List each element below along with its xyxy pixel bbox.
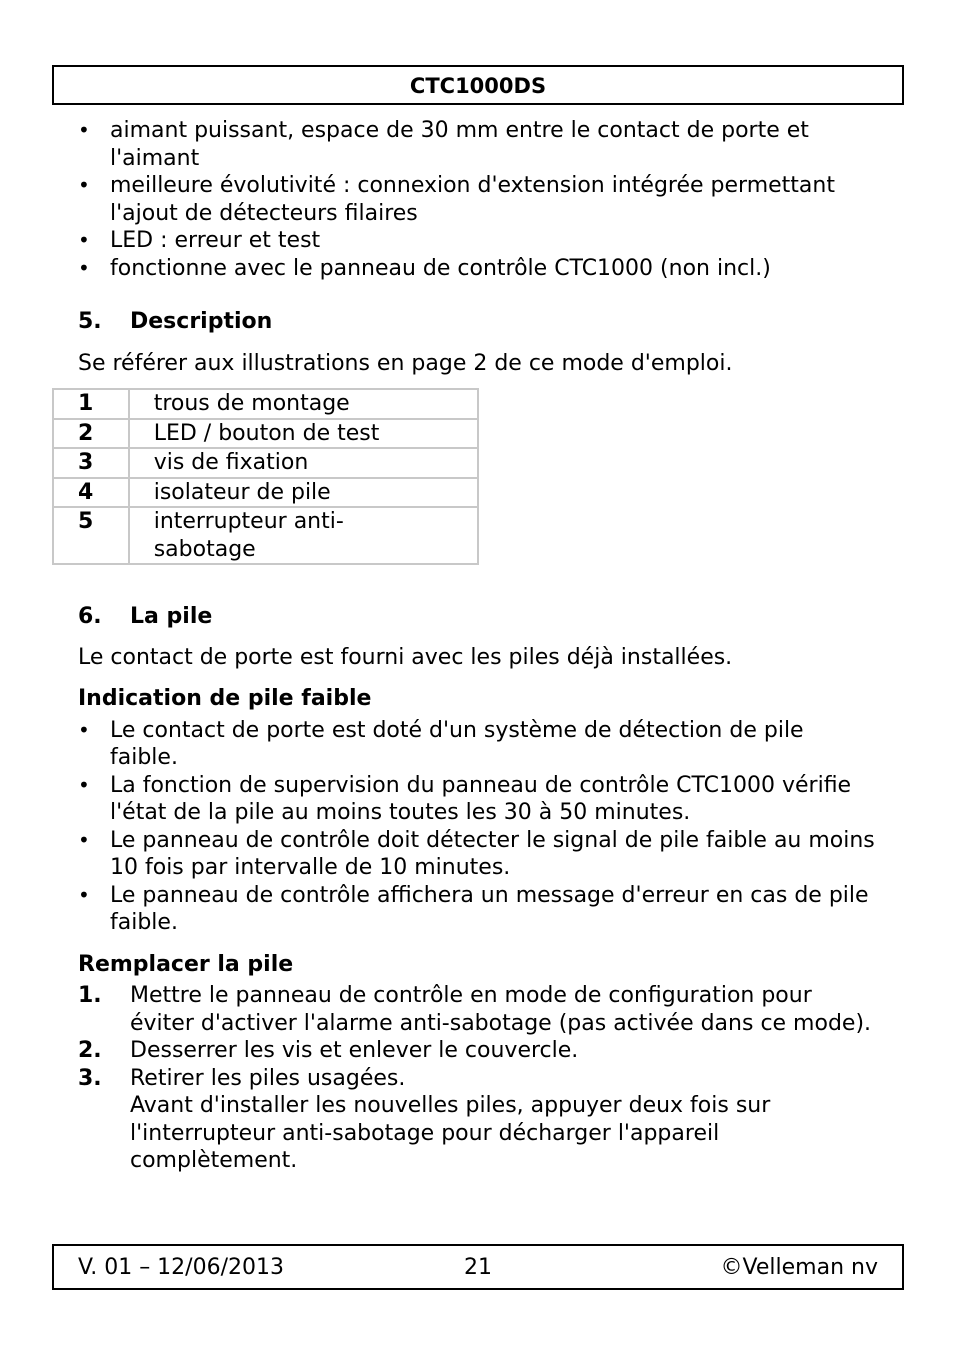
part-number: 2: [53, 419, 129, 449]
step-number: 2.: [78, 1038, 102, 1063]
part-label: isolateur de pile: [129, 478, 478, 508]
section-heading-description: [78, 308, 878, 336]
step-body: [130, 1065, 878, 1175]
part-label: vis de fixation: [129, 448, 478, 478]
part-label: interrupteur anti-sabotage: [129, 507, 478, 564]
list-item: • Le contact de porte est doté d'un système de détection de pile faible.: [78, 717, 878, 772]
list-item: • meilleure évolutivité : connexion d'extension intégrée permettant l'ajout de détecteurs filaires: [78, 172, 878, 227]
page-header: [52, 65, 904, 105]
list-item: • aimant puissant, espace de 30 mm entre le contact de porte et l'aimant: [78, 117, 878, 172]
feature-list: [78, 117, 878, 282]
step-number: 1.: [78, 983, 102, 1008]
table-row: [53, 389, 478, 419]
step-note: Avant d'installer les nouvelles piles, appuyer deux fois sur l'interrupteur anti-sabotage pour décharger l'appareil complètement.: [130, 1093, 771, 1173]
table-row: [53, 448, 478, 478]
parts-table: [52, 388, 479, 565]
low-battery-heading: Indication de pile faible: [78, 686, 372, 711]
table-row: [53, 419, 478, 449]
page-footer: [52, 1244, 904, 1290]
step-text: Desserrer les vis et enlever le couvercle.: [130, 1038, 579, 1063]
table-row: [53, 507, 478, 564]
part-number: 5: [53, 507, 129, 564]
table-row: [53, 478, 478, 508]
list-item: • LED : erreur et test: [78, 227, 878, 255]
list-item: • Le panneau de contrôle affichera un message d'erreur en cas de pile faible.: [78, 882, 878, 937]
step-number: 3.: [78, 1065, 102, 1091]
footer-copyright: ©Velleman nv: [720, 1255, 878, 1280]
page-content: [78, 117, 878, 1175]
low-battery-list: [78, 717, 878, 937]
page-number: 21: [464, 1255, 492, 1280]
section-number: 5.: [78, 309, 102, 334]
part-label: trous de montage: [129, 389, 478, 419]
part-label: LED / bouton de test: [129, 419, 478, 449]
section-title: Description: [130, 309, 273, 334]
list-item: • Le panneau de contrôle doit détecter le signal de pile faible au moins 10 fois par intervalle de 10 minutes.: [78, 827, 878, 882]
section-heading-battery: [78, 603, 878, 631]
header-title: CTC1000DS: [409, 74, 547, 98]
list-item: [78, 1037, 878, 1065]
list-item: [78, 1065, 878, 1175]
step-text: Mettre le panneau de contrôle en mode de configuration pour éviter d'activer l'alarme anti-sabotage (pas activée dans ce mode).: [130, 983, 872, 1036]
footer-version: V. 01 – 12/06/2013: [78, 1255, 284, 1280]
list-item: [78, 982, 878, 1037]
battery-intro: Le contact de porte est fourni avec les piles déjà installées.: [78, 644, 733, 670]
section-title: La pile: [130, 604, 213, 629]
part-number: 4: [53, 478, 129, 508]
list-item: • La fonction de supervision du panneau de contrôle CTC1000 vérifie l'état de la pile au moins toutes les 30 à 50 minutes.: [78, 772, 878, 827]
description-intro: Se référer aux illustrations en page 2 de ce mode d'emploi.: [78, 350, 733, 376]
step-text: Retirer les piles usagées.: [130, 1065, 406, 1091]
part-number: 1: [53, 389, 129, 419]
replace-battery-heading: Remplacer la pile: [78, 951, 294, 977]
replace-steps: [78, 982, 878, 1175]
section-number: 6.: [78, 604, 102, 629]
list-item: • fonctionne avec le panneau de contrôle CTC1000 (non incl.): [78, 255, 878, 283]
part-number: 3: [53, 448, 129, 478]
